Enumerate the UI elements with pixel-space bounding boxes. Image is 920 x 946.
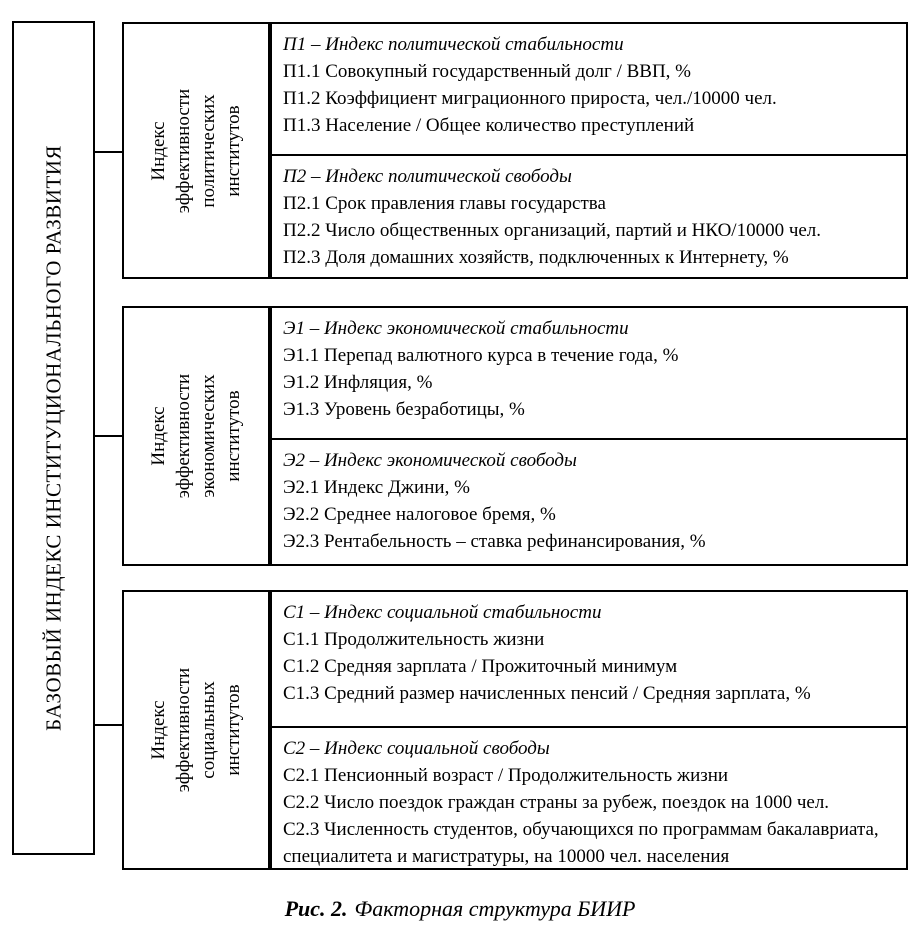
- indicator-item: С2.2 Число поездок граждан страны за рубеж, поездок на 1000 чел.: [283, 792, 830, 813]
- branch-label-line: институтов: [223, 390, 244, 482]
- branch-box-economic: [122, 306, 270, 566]
- connector-line: [95, 435, 122, 437]
- indicator-item: С2.3 Численность студентов, обучающихся по программам бакалавриата, специалитета и магистратуры, на 10000 чел. населения: [283, 819, 879, 867]
- branch-label-economic: [146, 311, 246, 561]
- indicator-item: Э1.3 Уровень безработицы, %: [283, 399, 525, 420]
- indicator-item: П2.1 Срок правления главы государства: [283, 193, 606, 214]
- indicator-item: П2.2 Число общественных организаций, партий и НКО/10000 чел.: [283, 220, 822, 241]
- branch-label-line: эффективности: [173, 88, 194, 213]
- section-p1: [272, 24, 906, 154]
- indicator-item: С1.3 Средний размер начисленных пенсий / Средняя зарплата, %: [283, 683, 811, 704]
- figure-caption-title: Факторная структура БИИР: [354, 896, 636, 921]
- branch-box-social: [122, 590, 270, 870]
- section-heading: П2 – Индекс политической свободы: [283, 166, 572, 187]
- branch-label-line: Индекс: [148, 700, 169, 760]
- section-heading: П1 – Индекс политической стабильности: [283, 34, 624, 55]
- indicator-box-economic: [270, 306, 908, 566]
- section-e1: [272, 308, 906, 438]
- root-index-label: БАЗОВЫЙ ИНДЕКС ИНСТИТУЦИОНАЛЬНОГО РАЗВИТИЯ: [41, 145, 65, 731]
- indicator-item: С1.1 Продолжительность жизни: [283, 629, 545, 650]
- root-index-box: [12, 21, 95, 855]
- indicator-item: Э1.1 Перепад валютного курса в течение года, %: [283, 345, 679, 366]
- section-heading: С2 – Индекс социальной свободы: [283, 738, 550, 759]
- figure-caption: [0, 896, 920, 922]
- branch-label-line: институтов: [223, 684, 244, 776]
- indicator-item: Э2.1 Индекс Джини, %: [283, 477, 470, 498]
- indicator-item: Э1.2 Инфляция, %: [283, 372, 433, 393]
- branch-label-line: социальных: [198, 681, 219, 779]
- section-heading: Э1 – Индекс экономической стабильности: [283, 318, 629, 339]
- section-heading: Э2 – Индекс экономической свободы: [283, 450, 577, 471]
- branch-label-line: Индекс: [148, 120, 169, 181]
- branch-label-line: Индекс: [148, 406, 169, 466]
- connector-line: [95, 724, 122, 726]
- branch-label-line: эффективности: [173, 373, 194, 499]
- branch-label-line: институтов: [223, 104, 244, 197]
- indicator-item: П1.3 Население / Общее количество преступлений: [283, 115, 695, 136]
- branch-label-line: экономических: [198, 374, 219, 498]
- branch-label-political: [146, 26, 246, 276]
- indicator-item: Э2.2 Среднее налоговое бремя, %: [283, 504, 556, 525]
- branch-label-line: политических: [198, 93, 219, 208]
- section-e2: [272, 438, 906, 564]
- indicator-item: П1.2 Коэффициент миграционного прироста, чел./10000 чел.: [283, 88, 777, 109]
- section-s1: [272, 592, 906, 726]
- branch-label-social: [146, 605, 246, 855]
- branch-box-political: [122, 22, 270, 279]
- section-heading: С1 – Индекс социальной стабильности: [283, 602, 602, 623]
- indicator-item: С2.1 Пенсионный возраст / Продолжительность жизни: [283, 765, 729, 786]
- branch-label-line: эффективности: [173, 667, 194, 793]
- section-s2: [272, 726, 906, 868]
- indicator-item: С1.2 Средняя зарплата / Прожиточный минимум: [283, 656, 678, 677]
- indicator-item: П1.1 Совокупный государственный долг / ВВП, %: [283, 61, 692, 82]
- section-p2: [272, 154, 906, 277]
- indicator-box-political: [270, 22, 908, 279]
- figure-caption-number: Рис. 2.: [284, 896, 348, 921]
- indicator-item: Э2.3 Рентабельность – ставка рефинансирования, %: [283, 531, 706, 552]
- connector-line: [95, 151, 122, 153]
- indicator-item: П2.3 Доля домашних хозяйств, подключенных к Интернету, %: [283, 247, 789, 268]
- indicator-box-social: [270, 590, 908, 870]
